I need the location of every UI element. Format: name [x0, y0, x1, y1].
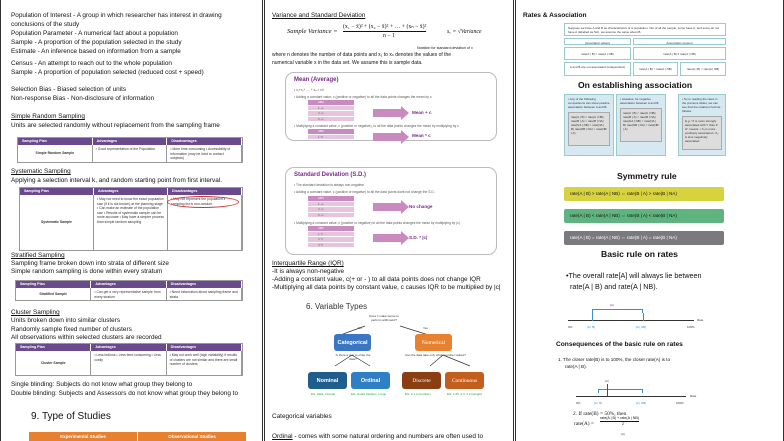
definition-line: Sample - A proportion of the population selected in the study	[11, 39, 182, 46]
establishing-heading: On establishing association	[578, 80, 693, 90]
sys-heading: Systematic Sampling	[11, 168, 71, 175]
ordinal-text: - comes with some natural ordering and numbers are often used to	[292, 433, 484, 440]
th: Sampling Plan	[16, 281, 91, 288]
cell: ABC	[308, 129, 354, 135]
p100-label: 100%	[676, 401, 684, 405]
ra-label: [A]	[605, 379, 609, 383]
ordinal-example: EG: Small, Medium, Large	[351, 392, 387, 396]
p0-label: 0%	[568, 325, 573, 329]
card-inner: E.g. "X is more strongly associated with Y than Z is" means: • X₁ is more positively associated • X₂ is less negatively associated	[682, 116, 722, 150]
symmetry-heading: Symmetry rule	[617, 171, 677, 181]
iqr-line2: -Adding a constant value, c(+ or - ) to all data points does not change IQR	[272, 276, 481, 283]
bracket	[598, 389, 643, 393]
definition-line: conclusions of the study	[11, 21, 80, 28]
association-card	[678, 94, 726, 156]
categorical-variables: Categorical variables	[272, 413, 332, 420]
mean-b2: • Adding a constant value, c (positive or negative) to all the data points changes the mean by c.	[294, 95, 433, 99]
middle-column	[264, 0, 514, 441]
assoc-absent: Association absent	[564, 38, 631, 45]
strat-heading: Stratified Sampling	[11, 252, 65, 259]
cell: 9 *c	[308, 243, 354, 249]
th: Disadvantages	[168, 188, 242, 195]
discrete-example: EG: 0,1,2 (number)	[405, 392, 431, 396]
card-text: • Likewise, for negative association between A and B.	[620, 97, 660, 105]
ordinal-line	[272, 433, 483, 441]
cell: 1 *c	[308, 232, 354, 238]
cell: 1 +c	[308, 202, 354, 208]
cluster-heading: Cluster Sampling	[11, 309, 60, 316]
cell: 4 +c	[308, 207, 354, 213]
td: Cluster Sample	[16, 351, 91, 375]
where-line2: numerical variable x in the data set. We assume this is sample data.	[272, 60, 423, 66]
iqr-line3: -Multiplying all data points by constant value, c causes IQR to be multiplied by |c|	[272, 284, 501, 291]
ordinal-word: Ordinal	[272, 433, 293, 440]
definition-line: Census - An attempt to reach out to the whole population	[11, 60, 172, 67]
cell: 1 +c	[308, 106, 354, 112]
arrow-icon	[373, 234, 401, 242]
td: • More time-consuming • Accessibility of information (may be hard to contact subjects)	[167, 145, 242, 162]
studies-header	[29, 432, 246, 441]
th: Advantages	[91, 281, 166, 288]
tick	[592, 313, 593, 321]
card-text: • So to reading the rates in the previous slides, we can see that the relations hold as follows.	[682, 97, 721, 113]
strat-desc2: Simple random sampling is done within every stratum	[11, 268, 163, 275]
definition-line: Population of Interest - A group in which researcher has interest in drawing	[11, 12, 222, 19]
left-column	[0, 0, 263, 441]
th: Disadvantages	[167, 281, 242, 288]
cell: ABC	[308, 196, 354, 202]
strat-table	[15, 280, 243, 301]
td: • Need information about sampling frame and strata	[167, 288, 242, 300]
definition-line: Selection Bias - Biased selection of units	[11, 86, 127, 93]
anb-label: [A | NB]	[636, 401, 647, 405]
arrow-icon	[373, 133, 401, 141]
single-blinding: Single blinding: Subjects do not know what group they belong to	[11, 381, 193, 388]
cluster-desc2: Randomly sample fixed number of clusters	[11, 326, 132, 333]
strat-desc1: Sampling frame broken down into strata of different size	[11, 260, 169, 267]
td: • Good representation of the Population	[93, 145, 168, 162]
p100-label: 100%	[687, 325, 695, 329]
mean-result-1: Mean + c	[412, 110, 432, 115]
rates-heading: Rates & Association	[523, 12, 587, 19]
mean-title: Mean (Average)	[294, 77, 339, 83]
srs-desc: Units are selected randomly without replacement from the sampling frame	[11, 122, 220, 129]
srs-heading: Simple Random Sampling	[11, 113, 85, 120]
no-label: No	[358, 326, 362, 330]
cell: 9 +c	[308, 213, 354, 219]
th: Disadvantages	[167, 344, 242, 351]
sd-table-1	[308, 196, 354, 218]
th: Advantages	[93, 138, 168, 145]
symmetry-rule: rate(A | B) > rate(A | NB) ⇔ rate(B | A) > rate(B | NA)	[564, 187, 724, 201]
sd-b2: • Adding a constant value, c (positive or negative) to all the data points does not change the S.D.	[294, 190, 435, 194]
sys-desc: Applying a selection interval k, and random starting point from first interval.	[11, 177, 222, 184]
card-inner: rate(A | B) > rate(A | NB) rate(B | A) > rate(B | NA) rate(NA | NB) > rate(NA | B) rate(NB | NA) > rate(NB | A)	[568, 112, 610, 146]
td: Stratified Sample	[16, 288, 91, 300]
cell: 4 *c	[308, 237, 354, 243]
cluster-desc3: All observations within selected clusters are recorded	[11, 334, 162, 341]
td: Simple Random Sample	[18, 145, 93, 162]
mean-b1: • x₁+x₂+ … + xₙ = nx̄	[294, 88, 324, 92]
continuous-node: Continuous	[445, 372, 484, 389]
th: Sampling Plan	[20, 188, 94, 195]
sd-formula: sₓ = √Variance	[447, 29, 482, 35]
q3: Can the data take only whole number values?	[405, 353, 466, 357]
anb-label: [A | NB]	[636, 325, 647, 329]
p0-label: 0%	[576, 401, 581, 405]
td: • May not work well (high variability) if results of clusters are not similar and there are small number of clusters	[167, 351, 242, 375]
positive-assoc: rate(A | B) > rate(A | NB)	[633, 62, 678, 76]
studies-title: 9. Type of Studies	[31, 411, 111, 422]
iqr-line1: -It is always non-negative	[272, 268, 345, 275]
definition-line: Sample - A proportion of population selected (reduced cost + speed)	[11, 69, 204, 76]
where-line1: where n denotes the number of data points and x₁ to xₙ denotes the values of the	[272, 52, 452, 58]
basic-bullet-2: rate(A | B) and rate(A | NB).	[570, 282, 658, 291]
bracket	[592, 309, 643, 313]
annotation-ellipse	[167, 196, 239, 208]
arrow-icon	[373, 203, 401, 211]
categorical-node: Categorical	[334, 334, 371, 351]
sd-result-2: S.D. * |c|	[409, 235, 428, 240]
c1a: 1. The closer rate(B) is to 100%, the closer rate(A) is to	[558, 357, 670, 362]
right-column	[515, 0, 784, 441]
mean-table-1	[308, 100, 354, 122]
c2-numerator: rate(A | B) + rate(A | NB)	[600, 416, 639, 420]
cell: ABC	[308, 100, 354, 106]
rate-label: Rate	[690, 394, 697, 398]
cluster-desc1: Units broken down into similar clusters	[11, 317, 121, 324]
td: • May not need to know the exact population size (if it is not known) at the planning stage • Can make an estimate of the population size • Results of systematic sample can be more accurate • May have a simpler process than simple random sampling	[94, 195, 168, 250]
symmetry-rule: rate(A | B) = rate(A | NB) ⇔ rate(B | A) = rate(B | NA)	[564, 231, 724, 245]
ab-label: [A | B]	[587, 325, 595, 329]
definition-line: Estimate - An inference based on information from a sample	[11, 48, 181, 55]
formula-denominator: n − 1	[383, 33, 395, 39]
definition-line: Non-response Bias - Non-disclosure of information	[11, 95, 155, 102]
axis-line	[568, 320, 694, 321]
numerical-node: Numerical	[415, 334, 452, 351]
th: Sampling Plan	[16, 344, 91, 351]
q2: Is there a way to order the data?	[335, 353, 371, 361]
sd-table-2	[308, 226, 354, 248]
tick	[643, 313, 644, 321]
sd-note: Notation for standard deviation of x	[417, 46, 473, 50]
arrow-icon	[373, 109, 401, 117]
negative-assoc: rate(A | B) < rate(A | NB)	[680, 62, 726, 76]
cluster-table	[15, 343, 243, 376]
symmetry-rule: rate(A | B) < rate(A | NB) ⇔ rate(B | A) < rate(B | NA)	[564, 209, 724, 223]
c2-lhs: rate(A) =	[574, 421, 594, 427]
variable-types-title: 6. Variable Types	[306, 302, 368, 311]
intro-box: Suppose we have A and B as characteristics of a population. Out of all the people, some have A, and some do not have A (labelled as NA), we assume the same about B.	[564, 23, 726, 36]
sd-b3: • Multiplying a constant value, c (positive or negative) to all the data points changes the mean by multiplying by |c|.	[294, 221, 461, 225]
td: • Can get a very representative sample from every stratum	[91, 288, 166, 300]
mean-b3: • Multiplying a constant value, c (positive or negative), to all the data points changes the mean by multiplying by c.	[294, 124, 460, 128]
card-inner: rate(A | B) < rate(A | NB) rate(B | A) < rate(B | NA) rate(NA | NB) < rate(NA | B) rate(NB | NA) < rate(NB | A)	[620, 108, 662, 142]
c2-denominator: 2	[622, 422, 624, 426]
mean-table-2	[308, 129, 354, 140]
sd-result-1: No change	[409, 204, 433, 209]
note-absent: A and B are not associated (independent)	[564, 62, 631, 76]
td: • May not represent the population if sampling list is non-random	[168, 195, 242, 250]
observational-header: Observational Studies	[168, 434, 216, 439]
basic-bullet-1: •The overall rate[A] will always lie between	[566, 271, 702, 280]
th: Disadvantages	[167, 138, 242, 145]
cell: 9 +c	[308, 117, 354, 123]
formula-lhs: Sample Variance =	[287, 28, 338, 35]
variance-heading: Variance and Standard Deviation	[272, 12, 366, 19]
iqr-heading: Interquartile Range (IQR)	[272, 260, 344, 267]
cell: 1 *c	[308, 135, 354, 141]
c2a: 2. If rate(B) = 50%, then	[573, 411, 627, 417]
td: • Less tedious • Less time-consuming • Less costly	[91, 351, 166, 375]
mean-result-2: Mean * c	[412, 133, 431, 138]
ra-label: [A]	[610, 303, 614, 307]
experimental-header: Experimental Studies	[29, 432, 138, 441]
c1b: rate(A | B).	[565, 364, 587, 369]
association-card	[564, 94, 614, 156]
yes-label: Yes	[423, 326, 428, 330]
assoc-present: Association present	[633, 38, 726, 45]
ordinal-node: Ordinal	[351, 372, 390, 389]
basic-rule-heading: Basic rule on rates	[601, 249, 678, 259]
th: Sampling Plan	[18, 138, 93, 145]
eq-absent: rate(A | B) = rate(A | NB)	[564, 47, 631, 60]
formula-numerator: (x₁ − x̄)² + (x₂ − x̄)² + … + (xₙ − x̄)²	[343, 24, 427, 30]
sd-box	[285, 167, 497, 255]
cell: ABC	[308, 226, 354, 232]
q1: Does it make sense to perform arithmetic?	[369, 314, 399, 322]
nominal-example: EG: Male, Female	[311, 392, 336, 396]
nominal-node: Nominal	[308, 372, 347, 389]
th: Advantages	[91, 344, 166, 351]
ra-label: [A]	[621, 432, 625, 436]
sd-b1: • The standard deviation is always non-negative.	[294, 183, 365, 187]
sd-title: Standard Deviation (S.D.)	[294, 172, 367, 178]
rate-label: Rate	[697, 318, 704, 322]
cell: 4 +c	[308, 111, 354, 117]
ab-label: [A | B]	[594, 401, 602, 405]
ra-marker	[607, 384, 608, 396]
consequences-heading: Consequences of the basic rule on rates	[556, 341, 683, 348]
th: Advantages	[94, 188, 168, 195]
mean-box	[285, 72, 497, 141]
srs-table	[17, 137, 243, 163]
association-card	[616, 94, 666, 156]
definition-line: Population Parameter - A numerical fact about a population	[11, 30, 178, 37]
td: Systematic Sample	[20, 195, 94, 250]
axis-line	[576, 396, 686, 397]
card-text: • Any of the following comparisons can show positive association between A and B.	[568, 97, 610, 109]
continuous-example: EG: 1.05, 2.3, 3.2 (weight)	[447, 392, 483, 396]
discrete-node: Discrete	[402, 372, 441, 389]
eq-present: rate(A | B) ≠ rate(A | NB)	[633, 47, 726, 60]
double-blinding: Double blinding: Subjects and Assessors do not know what group they belong to	[11, 390, 239, 397]
